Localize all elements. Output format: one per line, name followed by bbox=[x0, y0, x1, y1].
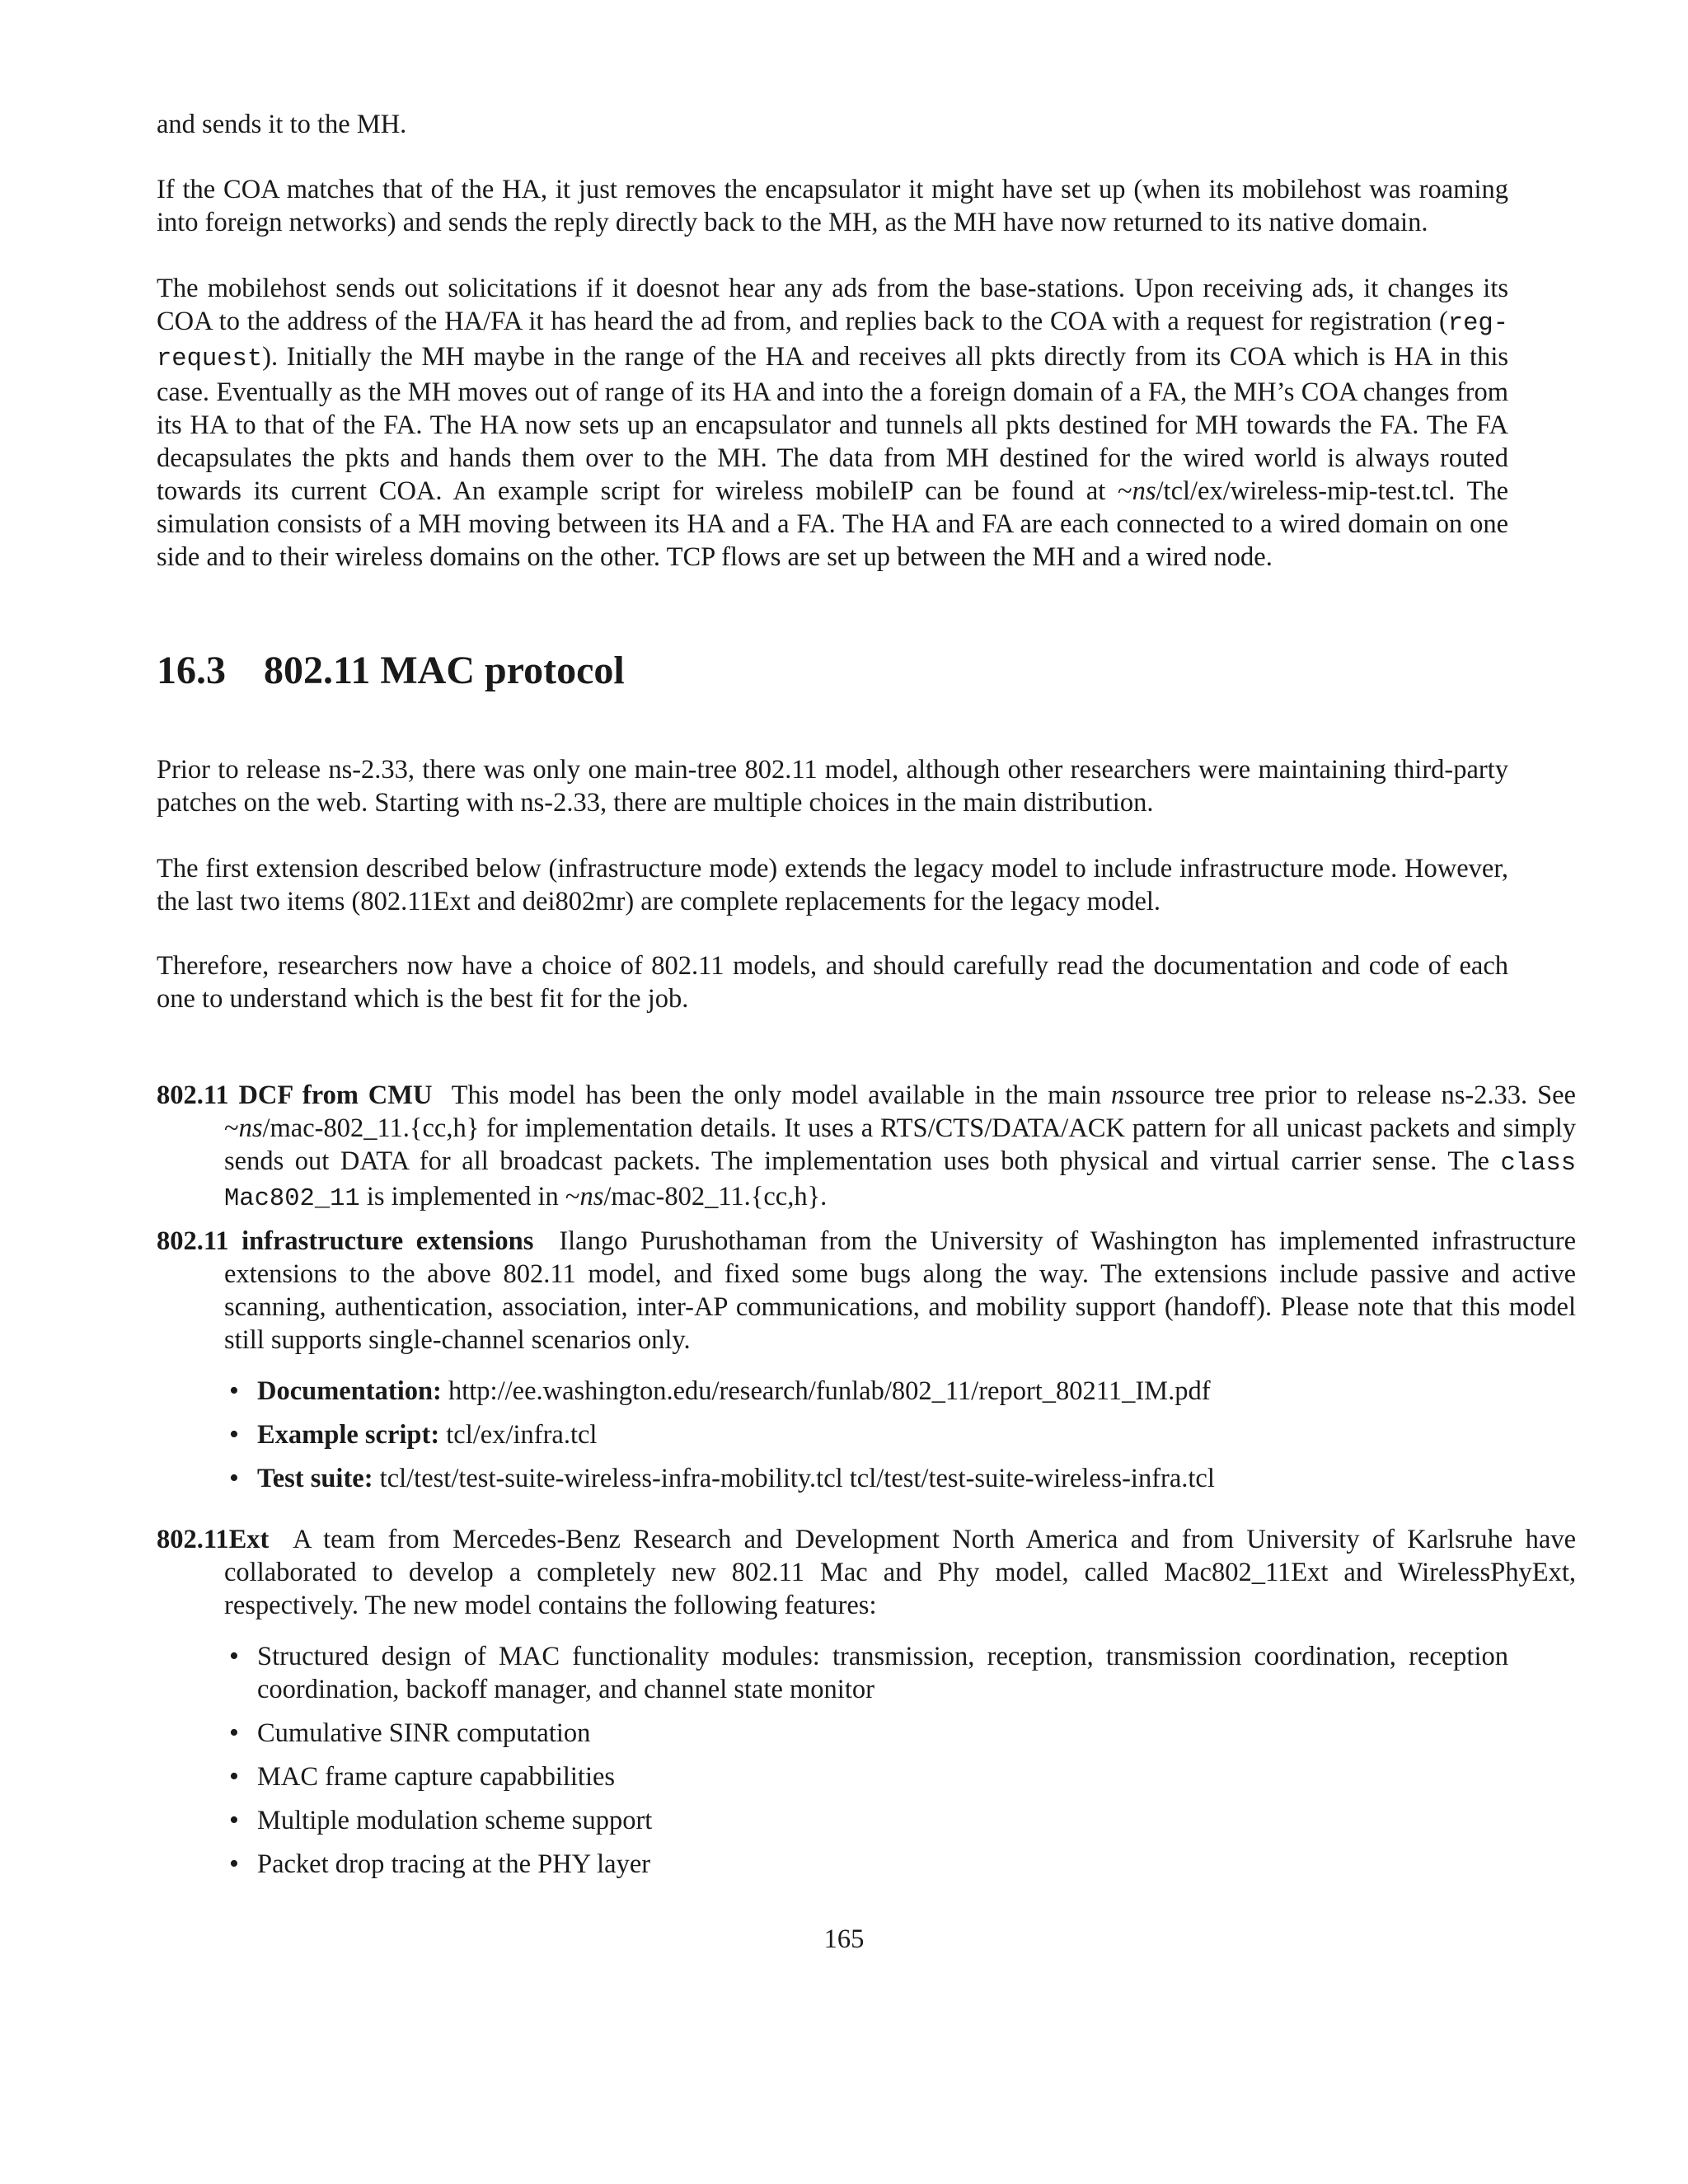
documentation-url: http://ee.washington.edu/research/funlab/802_11/report_80211_IM.pdf bbox=[448, 1376, 1211, 1406]
infra-bullet-list bbox=[157, 1375, 1508, 1495]
ext-text: A team from Mercedes-Benz Research and Development North America and from University of Karlsruhe have collaborated to develop a completely new 802.11 Mac and Phy model, called Mac802_11Ext and WirelessPhyExt, respectively. The new model contains the following features: bbox=[224, 1525, 1576, 1620]
solicit-text-3: /tcl/ex/wireless-mip-test.tcl. The simulation consists of a MH moving between its HA and a FA. The HA and FA are each connected to a wired domain on one side and to their wireless domains on the other. TCP flows are set up between the MH and a wired node. bbox=[157, 476, 1508, 572]
infra-text: Ilango Purushothaman from the University of Washington has implemented infrastructure extensions to the above 802.11 model, and fixed some bugs along the way. The extensions include passive and active scanning, authentication, association, inter-AP communications, and mobility support (handoff). Please note that this model still supports single-channel scenarios only. bbox=[224, 1226, 1576, 1355]
dcf-term: 802.11 DCF from CMU bbox=[157, 1080, 433, 1110]
intro-paragraph-1: Prior to release ns-2.33, there was only one main-tree 802.11 model, although other researchers were maintaining third-party patches on the web. Starting with ns-2.33, there are multiple choices in the main distribution. bbox=[157, 755, 1508, 818]
intro-paragraph-2: The first extension described below (infrastructure mode) extends the legacy model to include infrastructure mode. However, the last two items (802.11Ext and dei802mr) are complete replacements for the legacy model. bbox=[157, 854, 1508, 916]
section-title: 802.11 MAC protocol bbox=[264, 649, 625, 692]
list-item: • Multiple modulation scheme support bbox=[257, 1804, 1508, 1837]
desc-item-80211ext bbox=[157, 1523, 1576, 1622]
list-item: • Packet drop tracing at the PHY layer bbox=[257, 1848, 1508, 1881]
code-class-mac802-11: class Mac802_11 bbox=[224, 1150, 1576, 1213]
example-script-path: tcl/ex/infra.tcl bbox=[446, 1420, 598, 1450]
bullet-label-test-suite: Test suite: bbox=[257, 1464, 373, 1493]
dcf-ns-3: ns bbox=[579, 1182, 604, 1212]
intro-paragraph-3: Therefore, researchers now have a choice of 802.11 models, and should carefully read the documentation and code of each one to understand which is the best fit for the job. bbox=[157, 951, 1508, 1014]
solicit-text-1: The mobilehost sends out solicitations if it doesnot hear any ads from the base-stations. Upon receiving ads, it changes its COA to the address of the HA/FA it has heard the ad from, and replies back to the COA with a request for registration ( bbox=[157, 274, 1508, 336]
ext-term: 802.11Ext bbox=[157, 1525, 270, 1554]
desc-item-dcf bbox=[157, 1079, 1576, 1216]
list-item: • Cumulative SINR computation bbox=[257, 1717, 1508, 1750]
continued-text: and sends it to the MH. bbox=[157, 110, 407, 139]
dcf-ns-1: ns bbox=[1110, 1080, 1135, 1110]
dcf-text-4: is implemented in ~ bbox=[359, 1182, 580, 1212]
list-item bbox=[257, 1462, 1508, 1495]
dcf-ns-2: ns bbox=[238, 1113, 263, 1143]
list-item bbox=[257, 1375, 1508, 1408]
dcf-text-2: source tree prior to release ns-2.33. See ~ bbox=[224, 1080, 1576, 1143]
list-item: • MAC frame capture capabbilities bbox=[257, 1760, 1508, 1793]
paragraph-mobilehost-solicitations bbox=[157, 272, 1508, 574]
section-number: 16.3 bbox=[157, 649, 226, 692]
continued-paragraph bbox=[157, 108, 1508, 141]
solicit-text-2: ). Initially the MH maybe in the range of the HA and receives all pkts directly from its COA which is HA in this case. Eventually as the MH moves out of range of its HA and into the a foreign domain of a FA, the MH’s COA changes from its HA to that of the FA. The HA now sets up an encapsulator and tunnels all pkts destined for MH towards the FA. The FA decapsulates the pkts and hands them over to the MH. The data from MH destined for the wired world is always routed towards its current COA. An example script for wireless mobileIP can be found at ~ bbox=[157, 342, 1508, 506]
infra-term: 802.11 infrastructure extensions bbox=[157, 1226, 534, 1256]
paragraph-coa-match: If the COA matches that of the HA, it just removes the encapsulator it might have set up (when its mobilehost was roaming into foreign networks) and sends the reply directly back to the MH, as the MH have now returned to its native domain. bbox=[157, 175, 1508, 237]
dcf-text-3: /mac-802_11.{cc,h} for implementation details. It uses a RTS/CTS/DATA/ACK pattern for all unicast packets and simply sends out DATA for all broadcast packets. The implementation uses both physical and virtual carrier sense. The bbox=[224, 1113, 1576, 1176]
ns-italic: ns bbox=[1132, 476, 1156, 506]
bullet-label-documentation: Documentation: bbox=[257, 1376, 442, 1406]
dcf-text-1: This model has been the only model available in the main bbox=[451, 1080, 1111, 1110]
ext-feature-list bbox=[157, 1640, 1508, 1881]
code-reg-request: reg-request bbox=[157, 310, 1508, 373]
desc-item-infra bbox=[157, 1225, 1576, 1357]
list-item: • Structured design of MAC functionality modules: transmission, reception, transmission coordination, reception coordination, backoff manager, and channel state monitor bbox=[257, 1640, 1508, 1706]
section-heading bbox=[157, 648, 1508, 694]
dcf-text-5: /mac-802_11.{cc,h}. bbox=[603, 1182, 828, 1212]
list-item bbox=[257, 1418, 1508, 1451]
page-number: 165 bbox=[823, 1924, 865, 1954]
test-suite-paths: tcl/test/test-suite-wireless-infra-mobility.tcl tcl/test/test-suite-wireless-infra.tcl bbox=[379, 1464, 1215, 1493]
bullet-label-example-script: Example script: bbox=[257, 1420, 440, 1450]
